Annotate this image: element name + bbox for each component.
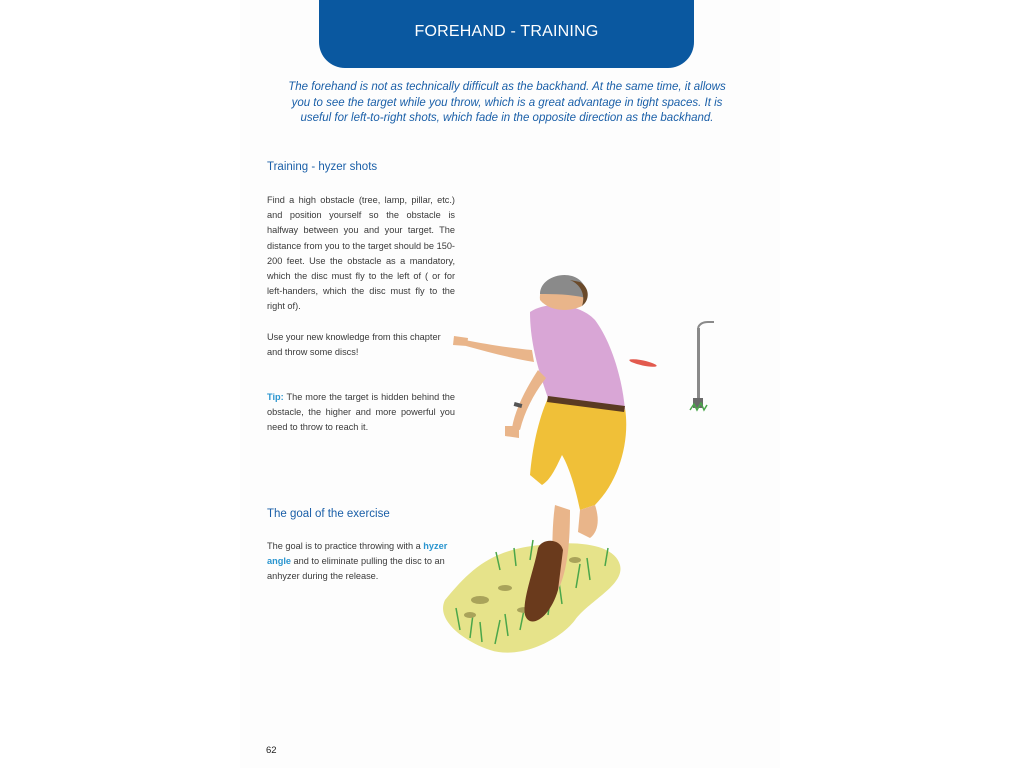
goal-text-before: The goal is to practice throwing with a — [267, 541, 424, 551]
tip-text: The more the target is hidden behind the obstacle, the higher and more powerful you need to throw to reach it. — [267, 392, 455, 433]
page-number: 62 — [266, 745, 277, 756]
header-tab — [319, 0, 694, 68]
goal-text-after: and to eliminate pulling the disc to an anhyzer during the release. — [267, 556, 445, 582]
lamp-post — [690, 322, 714, 410]
training-paragraph-2: Use your new knowledge from this chapter and throw some discs! — [267, 332, 441, 358]
tip-paragraph — [267, 390, 455, 436]
shirt — [530, 305, 625, 410]
training-paragraph-1: Find a high obstacle (tree, lamp, pillar, etc.) and position yourself so the obstacle is halfway between you and your target. The distance from you to the target should be 150-200 feet. Use the obstacle as a mandatory, which the disc must fly to the left of ( or for left-handers, which the disc must fly to the right of). — [267, 195, 455, 312]
flying-disc — [629, 358, 657, 369]
goal-heading: The goal of the exercise — [267, 508, 390, 520]
tip-label: Tip: — [267, 392, 284, 402]
player-throwing-illustration — [430, 270, 730, 670]
intro-paragraph: The forehand is not as technically difficult as the backhand. At the same time, it allows you to see the target while you throw, which is a great advantage in tight spaces. It is useful for left-to-right shots, which fade in the opposite direction as the backhand. — [288, 81, 726, 124]
goal-highlight: hyzer angle — [267, 541, 448, 567]
shorts — [530, 398, 626, 510]
page-title: FOREHAND - TRAINING — [414, 23, 599, 40]
training-heading: Training - hyzer shots — [267, 161, 378, 173]
